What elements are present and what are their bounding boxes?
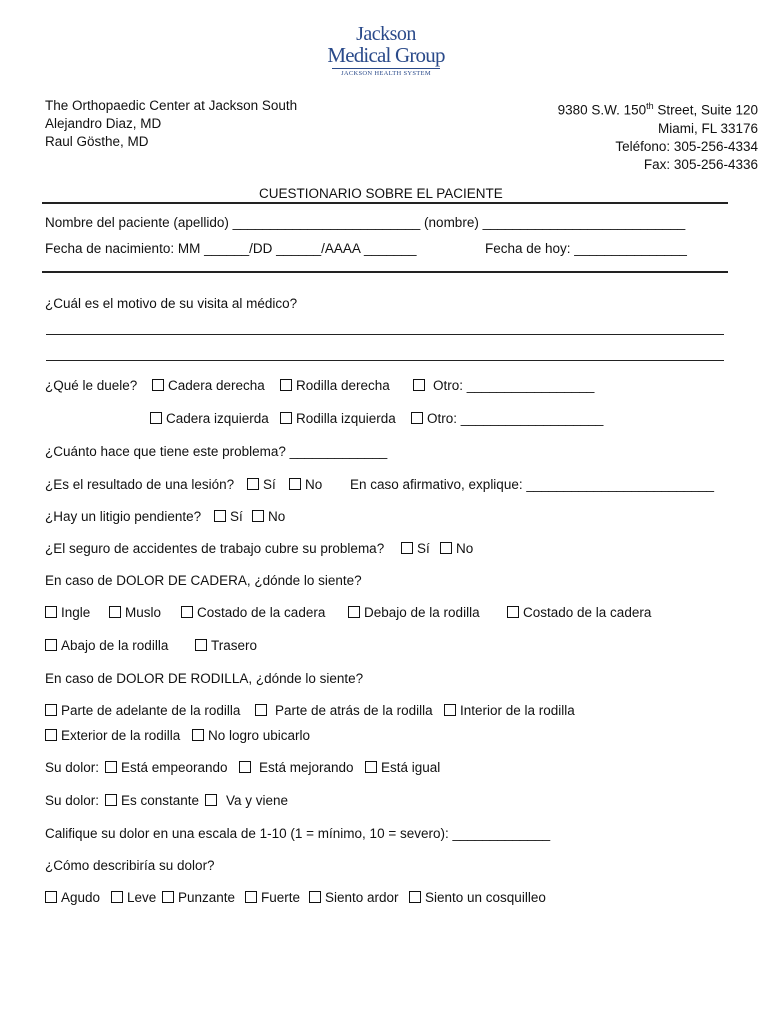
sharp-option[interactable] <box>45 890 100 905</box>
other-2-option[interactable] <box>411 411 603 426</box>
option-label: Es constante <box>121 793 200 808</box>
checkbox[interactable] <box>444 704 456 716</box>
option-label: Cadera derecha <box>168 378 265 393</box>
address-pre: 9380 S.W. 150 <box>557 102 647 118</box>
checkbox[interactable] <box>45 606 57 618</box>
hip-pain-question: En caso de DOLOR DE CADERA, ¿dónde lo siente? <box>45 573 362 588</box>
checkbox[interactable] <box>239 761 251 773</box>
pain-constancy-label: Su dolor: <box>45 793 100 808</box>
option-label: Abajo de la rodilla <box>61 638 169 653</box>
checkbox[interactable] <box>195 639 207 651</box>
option-label: No <box>268 509 286 524</box>
option-label: No logro ubicarlo <box>208 728 311 743</box>
checkbox[interactable] <box>280 412 292 424</box>
burning-option[interactable] <box>309 890 399 905</box>
litigation-yes-option[interactable] <box>214 509 243 524</box>
knee-front-option[interactable] <box>45 703 240 718</box>
hip-left-option[interactable] <box>150 411 269 426</box>
tingling-option[interactable] <box>409 890 546 905</box>
improving-option[interactable] <box>239 760 354 775</box>
stabbing-option[interactable] <box>162 890 235 905</box>
checkbox[interactable] <box>245 891 257 903</box>
logo-line-3: JACKSON HEALTH SYSTEM <box>341 70 431 77</box>
checkbox[interactable] <box>214 510 226 522</box>
duration-question[interactable]: ¿Cuánto hace que tiene este problema? _____________ <box>45 444 388 459</box>
section-divider <box>42 271 728 273</box>
comes-and-goes-option[interactable] <box>205 793 288 808</box>
option-label: Punzante <box>178 890 236 905</box>
address-sup: th <box>646 101 654 111</box>
option-label: Debajo de la rodilla <box>364 605 480 620</box>
option-label: Rodilla derecha <box>296 378 390 393</box>
patient-name-field[interactable]: Nombre del paciente (apellido) _________________________ (nombre) ___________________________ <box>45 215 686 230</box>
checkbox[interactable] <box>45 729 57 741</box>
checkbox[interactable] <box>45 639 57 651</box>
option-label: Parte de atrás de la rodilla <box>275 703 433 718</box>
today-date-field[interactable]: Fecha de hoy: _______________ <box>485 241 687 256</box>
pain-trend-label: Su dolor: <box>45 760 100 775</box>
checkbox[interactable] <box>45 704 57 716</box>
injury-no-option[interactable] <box>289 477 322 492</box>
injury-question: ¿Es el resultado de una lesión? <box>45 477 235 492</box>
reason-answer-line-2[interactable] <box>46 360 724 361</box>
reason-answer-line-1[interactable] <box>46 334 724 335</box>
option-label: No <box>305 477 323 492</box>
checkbox[interactable] <box>192 729 204 741</box>
option-label: Sí <box>263 477 276 492</box>
option-label: Sí <box>230 509 243 524</box>
option-label: Trasero <box>211 638 258 653</box>
checkbox[interactable] <box>440 542 452 554</box>
checkbox[interactable] <box>105 761 117 773</box>
option-label: Otro: ___________________ <box>427 411 604 426</box>
option-label: Ingle <box>61 605 91 620</box>
reason-question: ¿Cuál es el motivo de su visita al médico? <box>45 296 298 311</box>
option-label: Interior de la rodilla <box>460 703 575 718</box>
pain-location-question: ¿Qué le duele? <box>45 378 138 393</box>
hip-thigh-option[interactable] <box>109 605 161 620</box>
phone-line: Teléfono: 305-256-4334 <box>615 138 758 154</box>
option-label: Está igual <box>381 760 441 775</box>
constant-option[interactable] <box>105 793 199 808</box>
option-label: Va y viene <box>226 793 289 808</box>
clinic-contact <box>558 97 758 174</box>
address-line <box>558 97 758 120</box>
title-divider <box>42 202 728 204</box>
hip-below-knee-option[interactable] <box>348 605 480 620</box>
checkbox[interactable] <box>507 606 519 618</box>
checkbox[interactable] <box>150 412 162 424</box>
checkbox[interactable] <box>289 478 301 490</box>
option-label: Siento ardor <box>325 890 399 905</box>
checkbox[interactable] <box>45 891 57 903</box>
checkbox[interactable] <box>409 891 421 903</box>
pain-scale-field[interactable]: Califique su dolor en una escala de 1-10 (1 = mínimo, 10 = severo): _____________ <box>45 826 551 841</box>
workcomp-yes-option[interactable] <box>401 541 430 556</box>
clinic-name: The Orthopaedic Center at Jackson South <box>45 98 298 113</box>
knee-inner-option[interactable] <box>444 703 575 718</box>
knee-outer-option[interactable] <box>45 728 180 743</box>
logo-line-2: Medical Group <box>327 43 445 67</box>
checkbox[interactable] <box>348 606 360 618</box>
doctor-1: Alejandro Diaz, MD <box>45 116 162 131</box>
option-label: Agudo <box>61 890 101 905</box>
checkbox[interactable] <box>252 510 264 522</box>
checkbox[interactable] <box>111 891 123 903</box>
option-label: Siento un cosquilleo <box>425 890 546 905</box>
option-label: Costado de la cadera <box>523 605 652 620</box>
clinic-info <box>45 97 297 151</box>
option-label: Rodilla izquierda <box>296 411 396 426</box>
checkbox[interactable] <box>280 379 292 391</box>
logo-line-1: Jackson <box>356 23 416 45</box>
describe-pain-question: ¿Cómo describiría su dolor? <box>45 858 215 873</box>
checkbox[interactable] <box>205 794 217 806</box>
other-1-option[interactable] <box>413 378 594 393</box>
option-label: Parte de adelante de la rodilla <box>61 703 241 718</box>
option-label: No <box>456 541 474 556</box>
option-label: Sí <box>417 541 430 556</box>
hip-under-knee-option[interactable] <box>45 638 168 653</box>
option-label: Está mejorando <box>259 760 354 775</box>
knee-back-option[interactable] <box>255 703 433 718</box>
hip-buttock-option[interactable] <box>195 638 257 653</box>
option-label: Fuerte <box>261 890 301 905</box>
dob-field[interactable]: Fecha de nacimiento: MM ______/DD ______/AAAA _______ <box>45 241 417 256</box>
hip-side-2-option[interactable] <box>507 605 651 620</box>
strong-option[interactable] <box>245 890 300 905</box>
doctor-2: Raul Gösthe, MD <box>45 134 149 149</box>
checkbox[interactable] <box>152 379 164 391</box>
form-title: CUESTIONARIO SOBRE EL PACIENTE <box>259 186 503 201</box>
option-label: Cadera izquierda <box>166 411 269 426</box>
option-label: Muslo <box>125 605 162 620</box>
checkbox[interactable] <box>181 606 193 618</box>
hip-groin-option[interactable] <box>45 605 90 620</box>
injury-yes-option[interactable] <box>247 477 276 492</box>
fax-line: Fax: 305-256-4336 <box>643 156 758 172</box>
checkbox[interactable] <box>255 704 267 716</box>
checkbox[interactable] <box>247 478 259 490</box>
knee-left-option[interactable] <box>280 411 396 426</box>
workcomp-question: ¿El seguro de accidentes de trabajo cubre su problema? <box>45 541 385 556</box>
jackson-medical-group-logo <box>326 24 446 77</box>
knee-pain-question: En caso de DOLOR DE RODILLA, ¿dónde lo siente? <box>45 671 364 686</box>
same-option[interactable] <box>365 760 440 775</box>
option-label: Está empeorando <box>121 760 228 775</box>
mild-option[interactable] <box>111 890 156 905</box>
injury-explain-field[interactable]: En caso afirmativo, explique: _________________________ <box>350 477 715 492</box>
checkbox[interactable] <box>162 891 174 903</box>
option-label: Leve <box>127 890 157 905</box>
checkbox[interactable] <box>413 379 425 391</box>
checkbox[interactable] <box>401 542 413 554</box>
checkbox[interactable] <box>309 891 321 903</box>
city-line: Miami, FL 33176 <box>657 120 758 136</box>
workcomp-no-option[interactable] <box>440 541 473 556</box>
litigation-question: ¿Hay un litigio pendiente? <box>45 509 202 524</box>
hip-right-option[interactable] <box>152 378 265 393</box>
checkbox[interactable] <box>411 412 423 424</box>
knee-cannot-locate-option[interactable] <box>192 728 310 743</box>
worsening-option[interactable] <box>105 760 228 775</box>
litigation-no-option[interactable] <box>252 509 285 524</box>
checkbox[interactable] <box>109 606 121 618</box>
knee-right-option[interactable] <box>280 378 390 393</box>
checkbox[interactable] <box>105 794 117 806</box>
option-label: Exterior de la rodilla <box>61 728 181 743</box>
checkbox[interactable] <box>365 761 377 773</box>
option-label: Costado de la cadera <box>197 605 326 620</box>
address-post: Street, Suite 120 <box>653 102 758 118</box>
logo-rule <box>332 68 440 69</box>
option-label: Otro: _________________ <box>433 378 595 393</box>
hip-side-option[interactable] <box>181 605 325 620</box>
